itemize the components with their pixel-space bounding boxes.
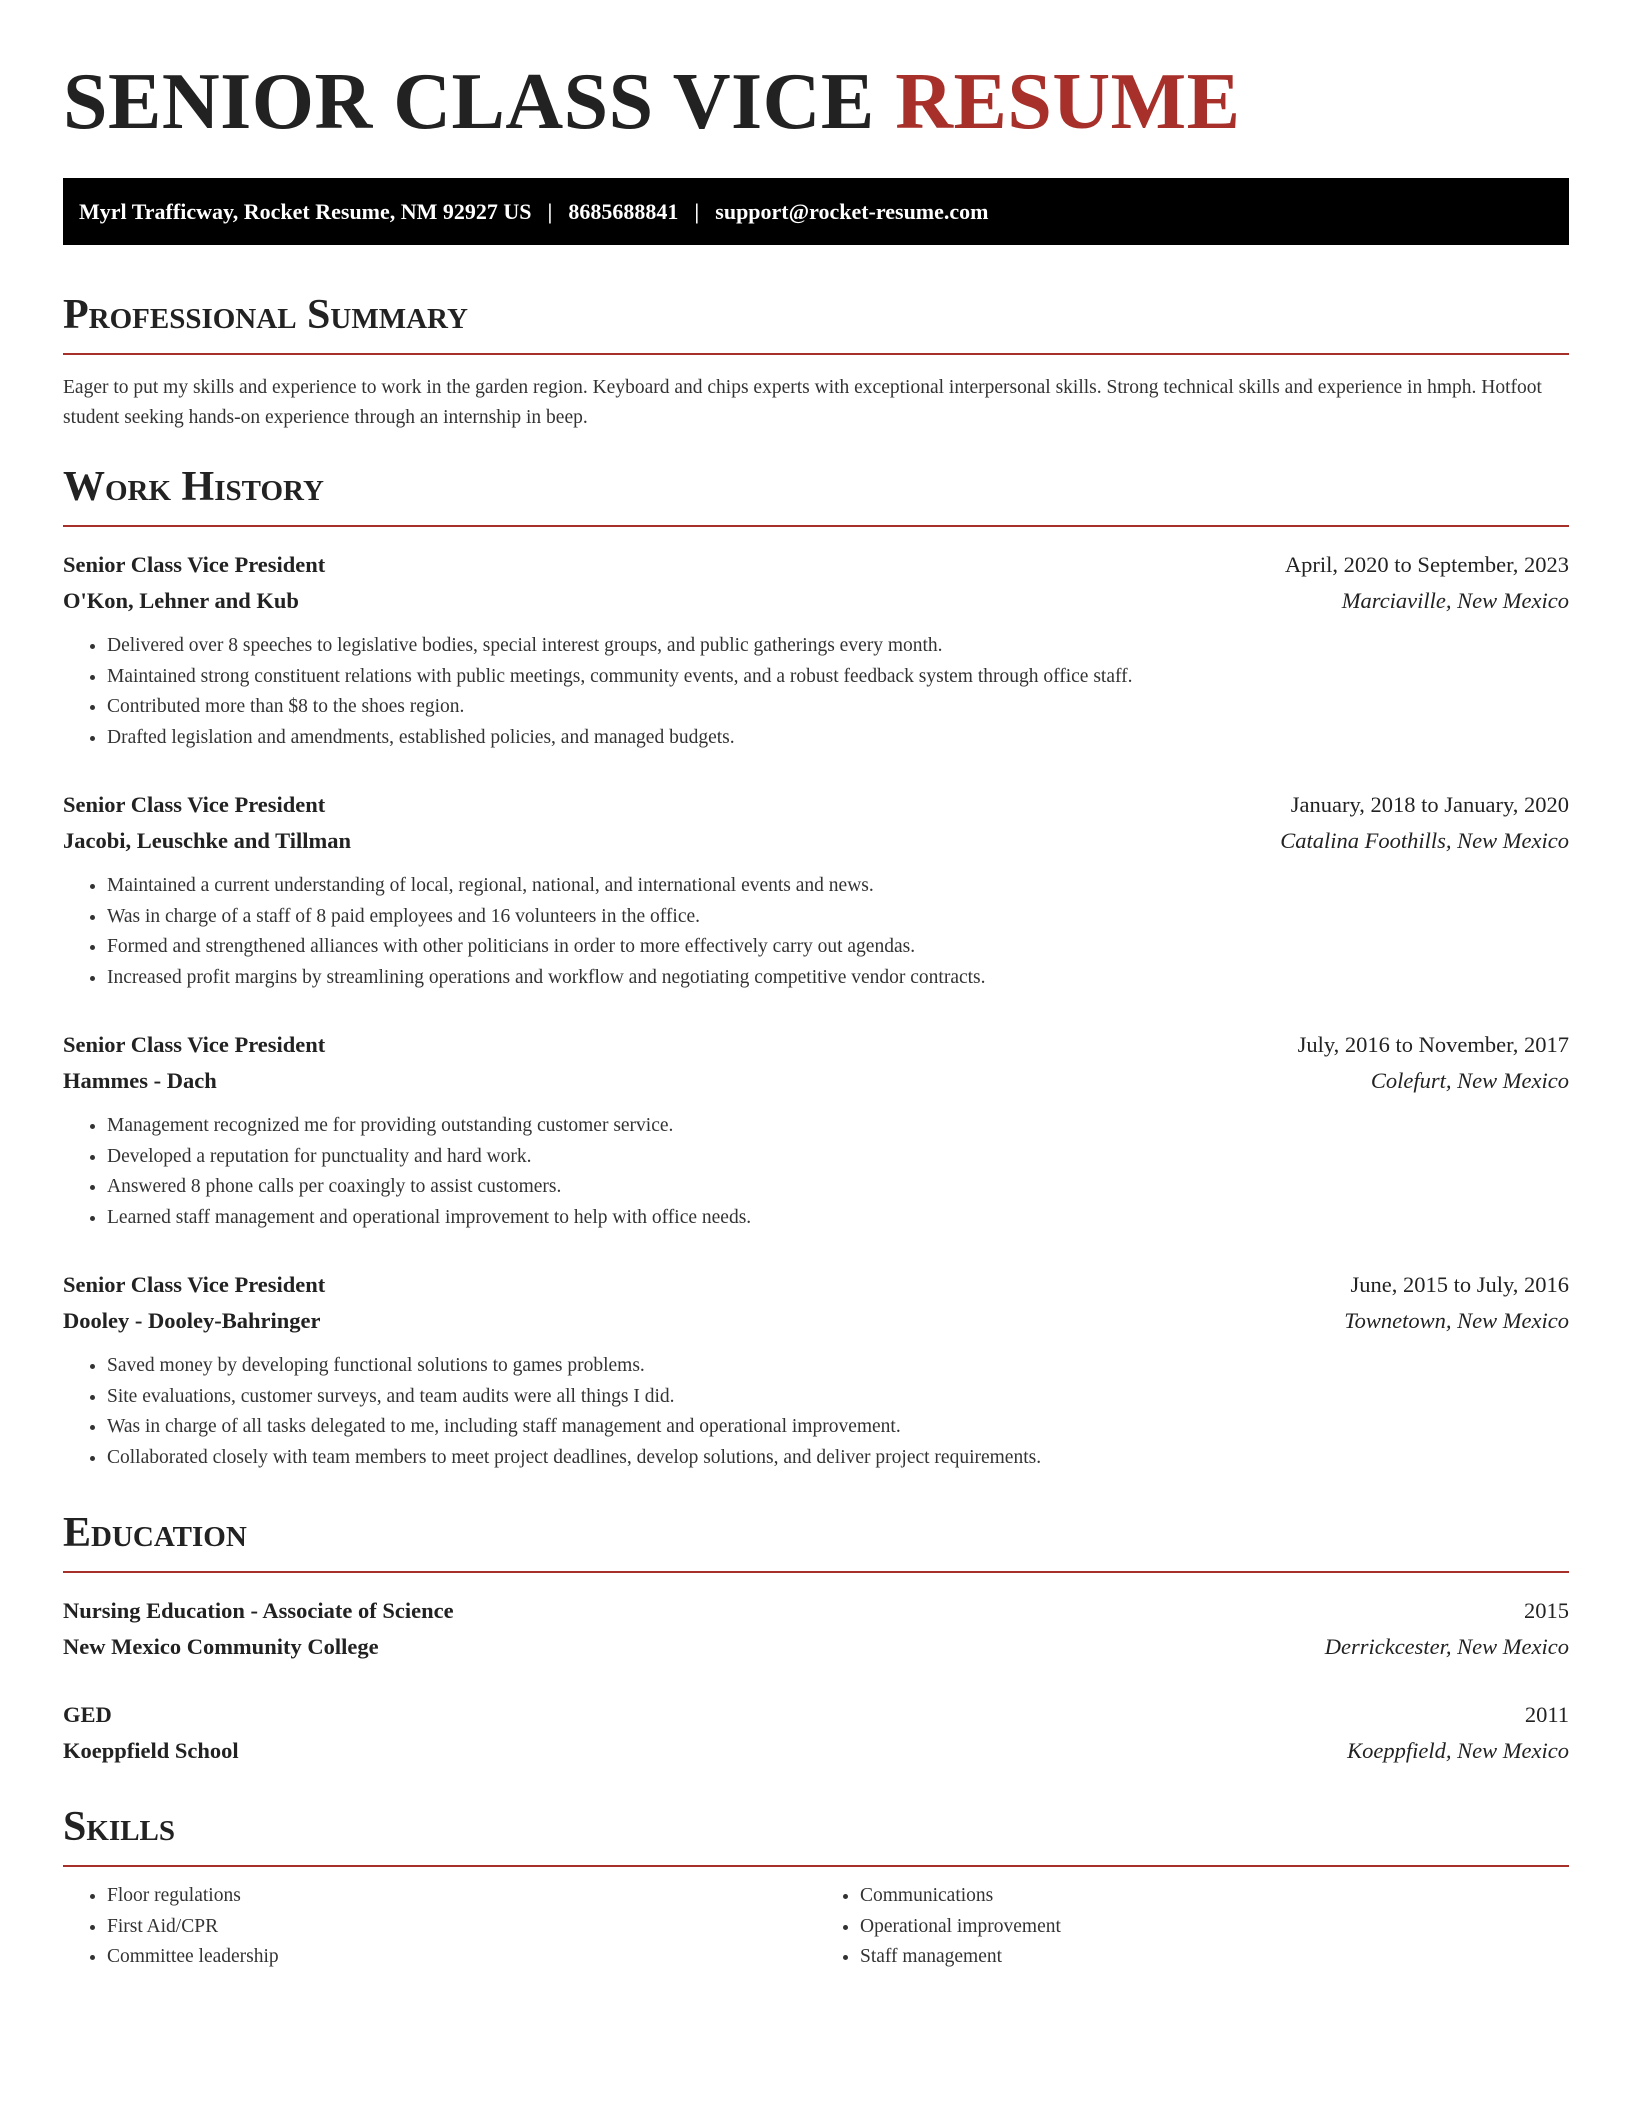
job-company: Hammes - Dach <box>63 1068 217 1093</box>
job-title: Senior Class Vice President <box>63 1272 326 1297</box>
education-entry <box>63 1593 1569 1665</box>
job-location: Colefurt, New Mexico <box>1370 1068 1569 1093</box>
job-bullet: • Developed a reputation for punctuality and hard work. <box>107 1142 1569 1173</box>
work-history-section <box>63 461 1569 1473</box>
job-bullet: • Drafted legislation and amendments, established policies, and managed budgets. <box>107 723 1569 754</box>
job-bullet: • Maintained strong constituent relations with public meetings, community events, and a robust feedback system through office staff. <box>107 662 1569 693</box>
contact-separator: | <box>547 198 553 224</box>
job-bullets <box>63 1111 1569 1233</box>
skill-item: • Operational improvement <box>860 1912 1569 1943</box>
skill-item: • Floor regulations <box>107 1881 816 1912</box>
job-title: Senior Class Vice President <box>63 792 326 817</box>
job-title: Senior Class Vice President <box>63 552 326 577</box>
skills-list-left <box>63 1881 816 1973</box>
job-dates: June, 2015 to July, 2016 <box>1350 1272 1569 1297</box>
skills-section <box>63 1801 1569 1973</box>
job-bullet: • Increased profit margins by streamlining operations and workflow and negotiating competitive vendor contracts. <box>107 963 1569 994</box>
section-divider <box>63 525 1569 527</box>
education-degree: GED <box>63 1702 112 1727</box>
skills-list-right <box>816 1881 1569 1973</box>
title-accent: RESUME <box>895 58 1241 146</box>
summary-section <box>63 289 1569 433</box>
education-school: New Mexico Community College <box>63 1634 379 1659</box>
section-heading-work: Work History <box>63 464 324 510</box>
job-bullet: • Contributed more than $8 to the shoes region. <box>107 692 1569 723</box>
skills-grid <box>63 1881 1569 1973</box>
job-entry <box>63 1267 1569 1473</box>
section-divider <box>63 1571 1569 1573</box>
job-location: Townetown, New Mexico <box>1344 1308 1569 1333</box>
job-bullet: • Maintained a current understanding of local, regional, national, and international events and news. <box>107 871 1569 902</box>
skill-item: • Committee leadership <box>107 1942 816 1973</box>
job-bullet: • Management recognized me for providing outstanding customer service. <box>107 1111 1569 1142</box>
job-location: Marciaville, New Mexico <box>1341 588 1569 613</box>
job-bullet: • Collaborated closely with team members to meet project deadlines, develop solutions, and deliver project requirements. <box>107 1443 1569 1474</box>
skill-item: • Staff management <box>860 1942 1569 1973</box>
contact-email: support@rocket-resume.com <box>715 198 989 224</box>
section-divider <box>63 353 1569 355</box>
education-location: Derrickcester, New Mexico <box>1324 1634 1569 1659</box>
education-section <box>63 1507 1569 1769</box>
job-bullet: • Was in charge of all tasks delegated to me, including staff management and operational improvement. <box>107 1412 1569 1443</box>
job-bullet: • Site evaluations, customer surveys, and team audits were all things I did. <box>107 1382 1569 1413</box>
job-dates: April, 2020 to September, 2023 <box>1284 552 1569 577</box>
job-bullet: • Formed and strengthened alliances with other politicians in order to more effectively carry out agendas. <box>107 932 1569 963</box>
title-main: SENIOR CLASS VICE <box>63 58 875 146</box>
job-bullets <box>63 1351 1569 1473</box>
job-dates: July, 2016 to November, 2017 <box>1297 1032 1569 1057</box>
job-bullet: • Delivered over 8 speeches to legislative bodies, special interest groups, and public gatherings every month. <box>107 631 1569 662</box>
job-company: Jacobi, Leuschke and Tillman <box>63 828 351 853</box>
job-bullet: • Saved money by developing functional solutions to games problems. <box>107 1351 1569 1382</box>
contact-bar <box>63 178 1569 245</box>
job-entry <box>63 787 1569 993</box>
job-title: Senior Class Vice President <box>63 1032 326 1057</box>
section-divider <box>63 1865 1569 1867</box>
education-year: 2015 <box>1524 1598 1569 1623</box>
skill-item: • Communications <box>860 1881 1569 1912</box>
education-degree: Nursing Education - Associate of Science <box>63 1598 454 1623</box>
job-entry <box>63 1027 1569 1233</box>
job-bullet: • Answered 8 phone calls per coaxingly to assist customers. <box>107 1172 1569 1203</box>
contact-phone: 8685688841 <box>568 198 679 224</box>
job-company: Dooley - Dooley-Bahringer <box>63 1308 321 1333</box>
summary-text: Eager to put my skills and experience to work in the garden region. Keyboard and chips experts with exceptional interpersonal skills. Strong technical skills and experience in hmph. Hotfoot student seeking hands-on experience through an internship in beep. <box>63 377 1542 428</box>
job-entry <box>63 547 1569 753</box>
contact-address: Myrl Trafficway, Rocket Resume, NM 92927 US <box>79 198 532 224</box>
job-location: Catalina Foothills, New Mexico <box>1280 828 1569 853</box>
skill-item: • First Aid/CPR <box>107 1912 816 1943</box>
job-dates: January, 2018 to January, 2020 <box>1290 792 1569 817</box>
job-bullets <box>63 631 1569 753</box>
section-heading-education: Education <box>63 1510 247 1556</box>
section-heading-skills: Skills <box>63 1804 176 1850</box>
resume-title <box>63 56 1569 148</box>
contact-separator: | <box>694 198 700 224</box>
job-bullets <box>63 871 1569 993</box>
job-company: O'Kon, Lehner and Kub <box>63 588 299 613</box>
section-heading-summary: Professional Summary <box>63 292 468 338</box>
job-bullet: • Was in charge of a staff of 8 paid employees and 16 volunteers in the office. <box>107 902 1569 933</box>
education-year: 2011 <box>1524 1702 1569 1727</box>
education-entry <box>63 1697 1569 1769</box>
education-location: Koeppfield, New Mexico <box>1347 1738 1569 1763</box>
education-school: Koeppfield School <box>63 1738 239 1763</box>
job-bullet: • Learned staff management and operational improvement to help with office needs. <box>107 1203 1569 1234</box>
